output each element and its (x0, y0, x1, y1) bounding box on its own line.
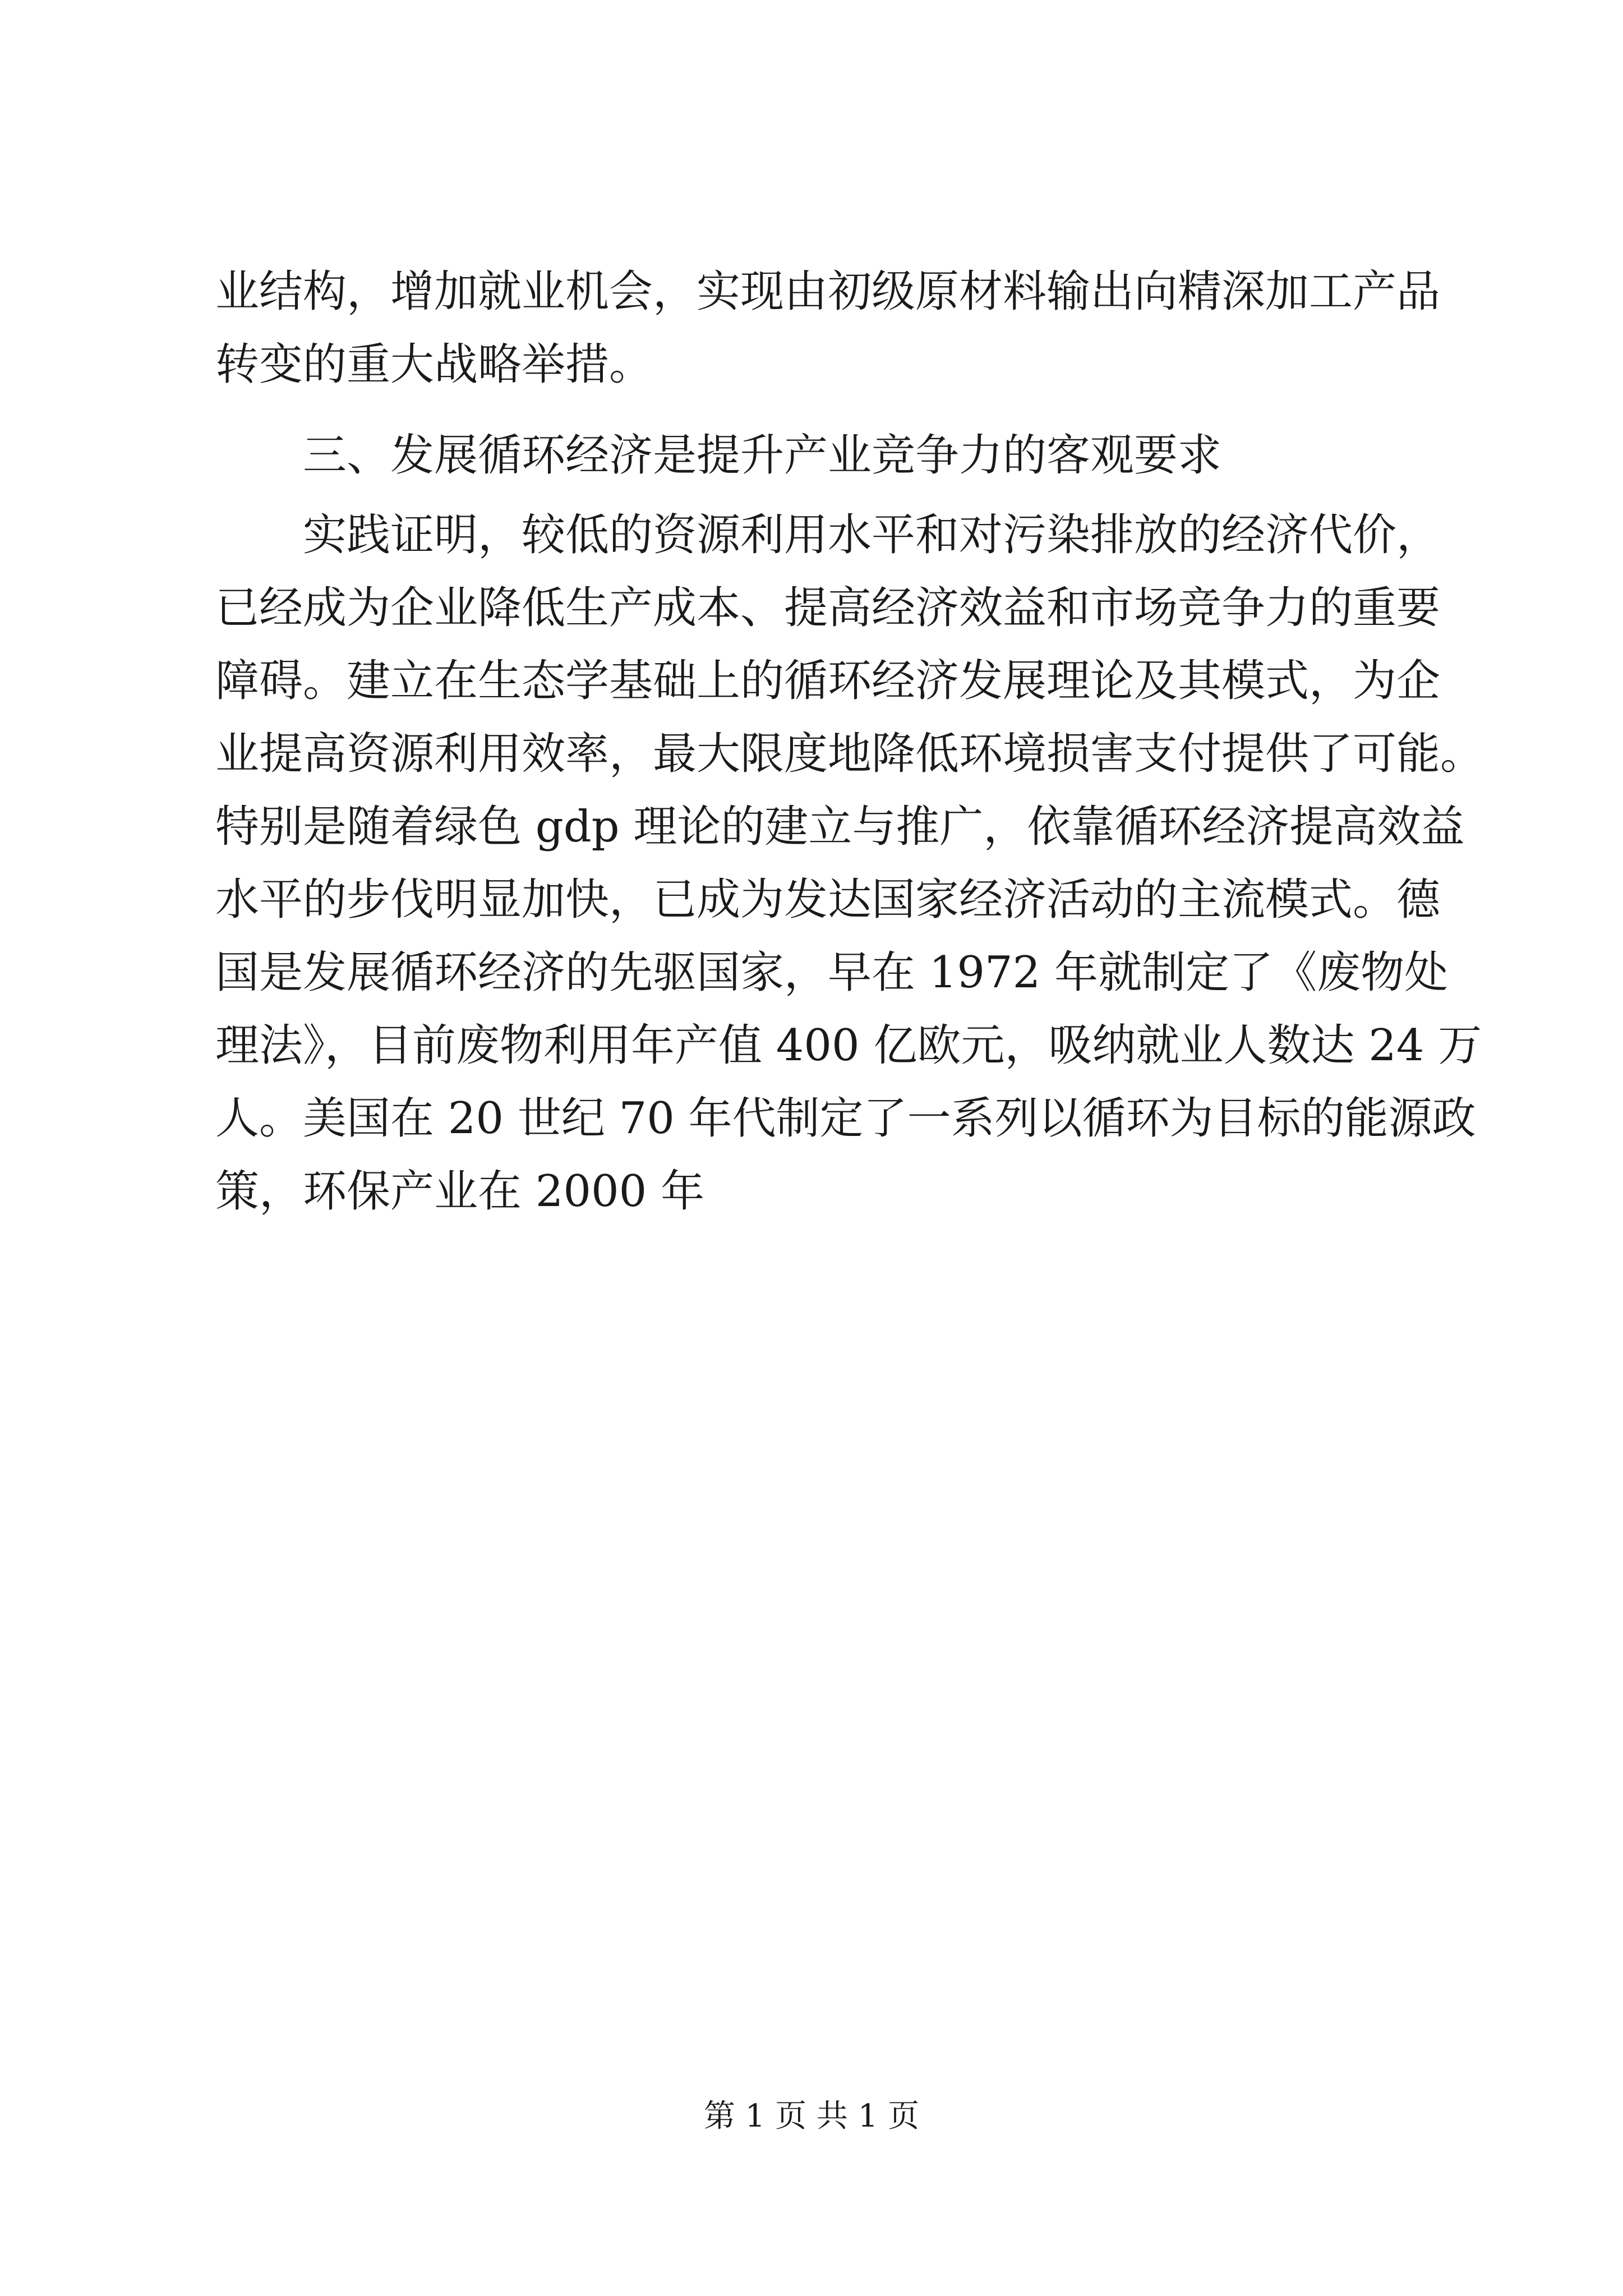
text-line: 水平的步伐明显加快，已成为发达国家经济活动的主流模式。德 (215, 875, 1441, 925)
text-line: 策，环保产业在 2000 年 (215, 1166, 705, 1217)
text-line: 国是发展循环经济的先驱国家，早在 1972 年就制定了《废物处 (215, 947, 1449, 998)
text-line: 业提高资源利用效率，最大限度地降低环境损害支付提供了可能。 (215, 729, 1484, 779)
text-line: 转变的重大战略举措。 (215, 339, 653, 390)
text-line: 已经成为企业降低生产成本、提高经济效益和市场竞争力的重要 (215, 583, 1441, 633)
text-line: 人。美国在 20 世纪 70 年代制定了一系列以循环为目标的能源政 (215, 1093, 1476, 1144)
text-line: 理法》，目前废物利用年产值 400 亿欧元，吸纳就业人数达 24 万 (215, 1020, 1482, 1071)
document-body (215, 255, 1484, 1228)
text-line: 特别是随着绿色 gdp 理论的建立与推广，依靠循环经济提高效益 (215, 802, 1465, 852)
page-footer: 第 1 页 共 1 页 (703, 2098, 920, 2134)
text-line: 实践证明，较低的资源利用水平和对污染排放的经济代价， (303, 510, 1441, 560)
text-line: 障碍。建立在生态学基础上的循环经济发展理论及其模式，为企 (215, 656, 1441, 706)
section-heading: 三、发展循环经济是提升产业竞争力的客观要求 (303, 430, 1222, 481)
text-line: 业结构，增加就业机会，实现由初级原材料输出向精深加工产品 (215, 266, 1441, 317)
